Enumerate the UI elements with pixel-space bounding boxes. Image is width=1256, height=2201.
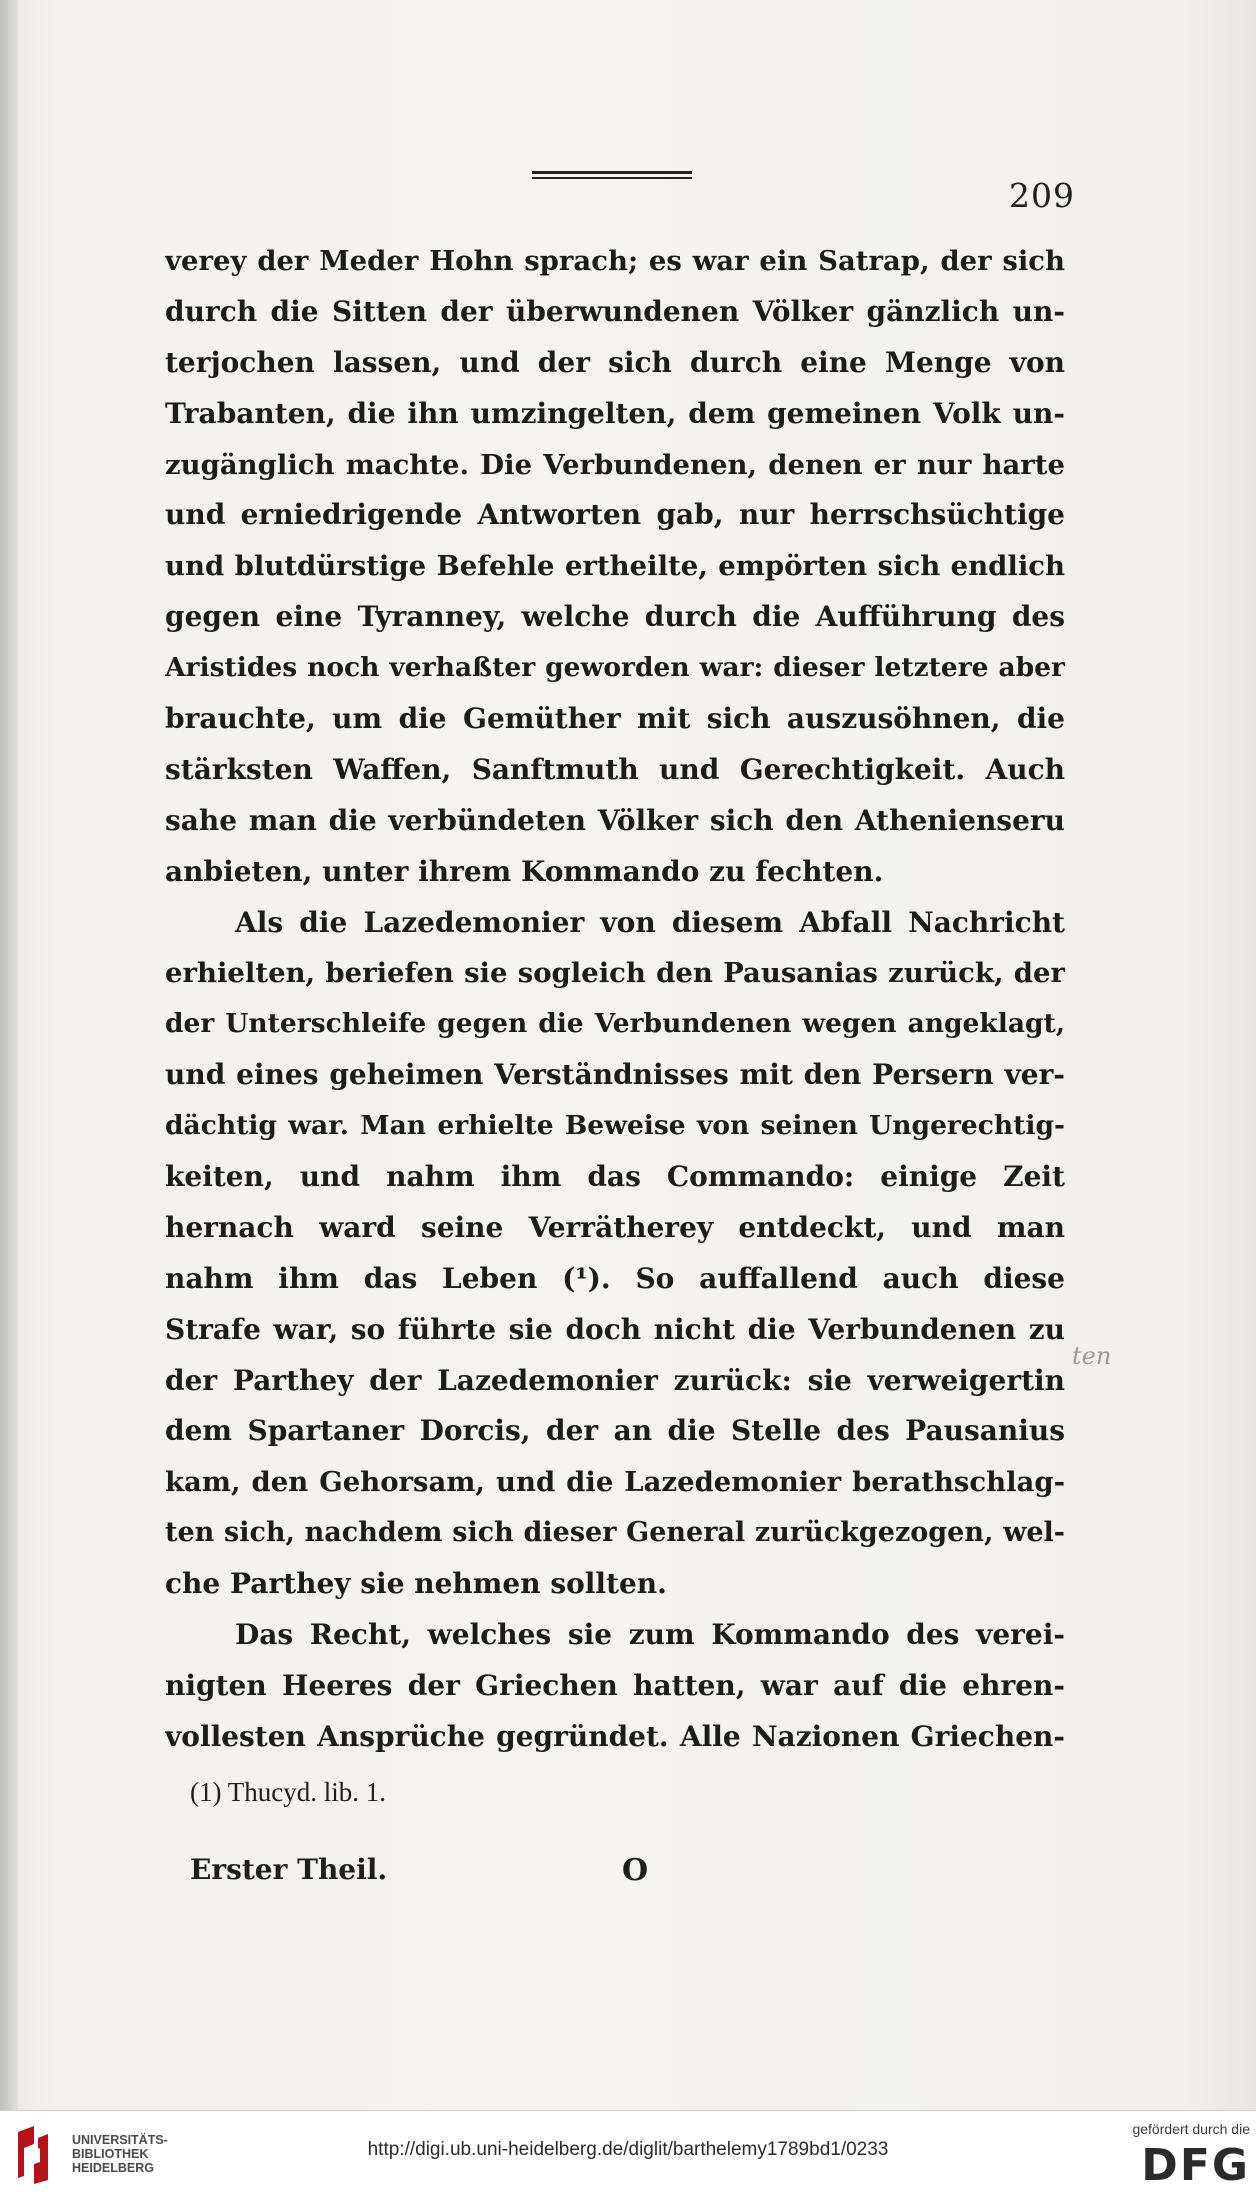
text-line: sahe man die verbündeten Völker sich den Athenienseru xyxy=(165,803,1065,837)
library-line: BIBLIOTHEK xyxy=(72,2147,149,2161)
library-line: HEIDELBERG xyxy=(72,2161,154,2175)
footnote: (1) Thucyd. lib. 1. xyxy=(190,1777,386,1807)
text-line: der Parthey der Lazedemonier zurück: sie verweigertin xyxy=(165,1363,1065,1397)
permalink-url[interactable]: http://digi.ub.uni-heidelberg.de/diglit/barthelemy1789bd1/0233 xyxy=(367,2139,889,2160)
text-line: durch die Sitten der überwundenen Völker gänzlich un- xyxy=(165,294,1065,328)
signature-mark: Erster Theil. xyxy=(190,1853,388,1886)
text-line: Aristides noch verhaßter geworden war: dieser letztere aber xyxy=(165,652,1065,684)
text-line: dem Spartaner Dorcis, der an die Stelle des Pausanius xyxy=(165,1414,1065,1448)
text-line: zugänglich machte. Die Verbundenen, denen er nur harte xyxy=(165,448,1065,481)
text-line: terjochen lassen, und der sich durch eine Menge von xyxy=(165,345,1065,379)
text-line: Als die Lazedemonier von diesem Abfall Nachricht xyxy=(235,905,1065,939)
text-line: kam, den Gehorsam, und die Lazedemonier berathschlag- xyxy=(165,1466,1065,1499)
text-line: vollesten Ansprüche gegründet. Alle Nazionen Griechen- xyxy=(165,1719,1065,1753)
sponsor-caption: gefördert durch die xyxy=(1132,2121,1250,2137)
margin-annotation: ten xyxy=(1072,1342,1112,1370)
dfg-logo[interactable]: DFG xyxy=(1141,2140,1250,2191)
text-line: und eines geheimen Verständnisses mit den Persern ver- xyxy=(165,1058,1065,1092)
text-line: und blutdürstige Befehle ertheilte, empörten sich endlich xyxy=(165,550,1065,583)
page-edge-shadow xyxy=(0,0,18,2110)
text-line: brauchte, um die Gemüther mit sich auszusöhnen, die xyxy=(165,702,1065,736)
page-number: 209 xyxy=(1009,176,1075,215)
text-line: Strafe war, so führte sie doch nicht die Verbundenen zu xyxy=(165,1312,1065,1346)
text-line: der Unterschleife gegen die Verbundenen wegen angeklagt, xyxy=(165,1008,1065,1040)
text-line: Das Recht, welches sie zum Kommando des verei- xyxy=(235,1618,1065,1652)
text-line: Trabanten, die ihn umzingelten, dem gemeinen Volk un- xyxy=(165,396,1065,430)
text-line: gegen eine Tyranney, welche durch die Aufführung des xyxy=(165,600,1065,634)
body-text xyxy=(165,236,1065,1763)
header-rule xyxy=(532,171,692,181)
text-line: stärksten Waffen, Sanftmuth und Gerechtigkeit. Auch xyxy=(165,752,1065,786)
text-line: und erniedrigende Antworten gab, nur herrschsüchtige xyxy=(165,498,1065,532)
text-line: ten sich, nachdem sich dieser General zurückgezogen, wel- xyxy=(165,1517,1065,1549)
gathering-mark: O xyxy=(622,1853,649,1888)
text-line: nahm ihm das Leben (¹). So auffallend auch diese xyxy=(165,1261,1065,1295)
library-line: UNIVERSITÄTS- xyxy=(72,2133,168,2147)
text-line: anbieten, unter ihrem Kommando zu fechten. xyxy=(165,854,884,888)
text-line: hernach ward seine Verrätherey entdeckt, und man xyxy=(165,1210,1065,1244)
text-line: verey der Meder Hohn sprach; es war ein Satrap, der sich xyxy=(165,245,1065,277)
text-line: erhielten, beriefen sie sogleich den Pausanias zurück, der xyxy=(165,957,1065,990)
text-line: che Parthey sie nehmen sollten. xyxy=(165,1567,667,1601)
text-line: dächtig war. Man erhielte Beweise von seinen Ungerechtig- xyxy=(165,1110,1065,1142)
text-line: keiten, und nahm ihm das Commando: einige Zeit xyxy=(165,1160,1065,1194)
text-line: nigten Heeres der Griechen hatten, war auf die ehren- xyxy=(165,1668,1065,1702)
